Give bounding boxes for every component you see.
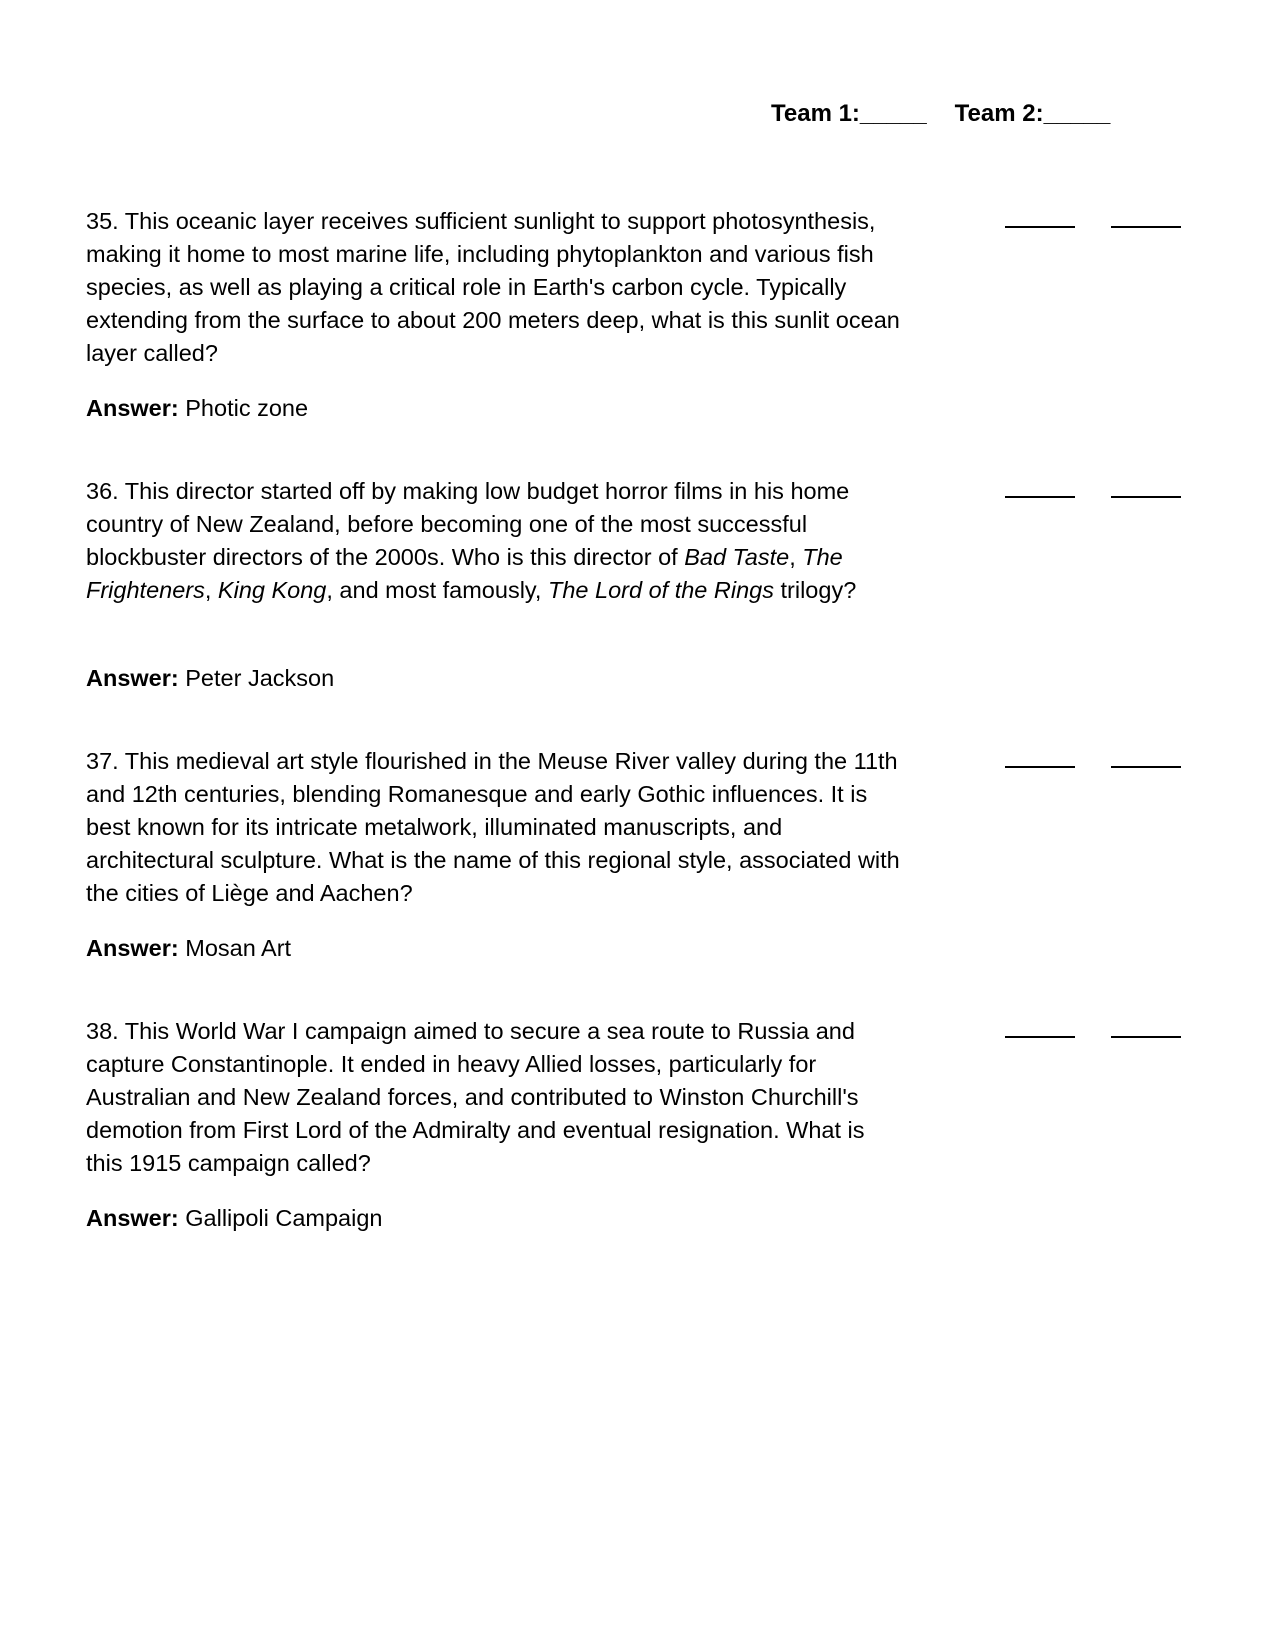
- team1-label: Team 1:_____: [771, 100, 927, 127]
- question-text: [86, 1015, 906, 1180]
- team-score-header: [771, 100, 1110, 128]
- answer-label: Answer:: [86, 665, 179, 691]
- team1-score-blank: [1005, 1036, 1075, 1038]
- question-text: [86, 475, 906, 607]
- question-title-italic: The Frighteners: [86, 544, 843, 603]
- question-text-segment: ,: [789, 544, 803, 570]
- question-block: [86, 1015, 906, 1231]
- team2-score-blank: [1111, 1036, 1181, 1038]
- question-number: 36.: [86, 478, 119, 504]
- question-text-segment: This medieval art style flourished in the Meuse River valley during the 11th and 12th centuries, blending Romanesque and early Gothic influences. It is best known for its intricate metalwork, illuminated manuscripts, and architectural sculpture. What is the name of this regional style, associated with the cities of Liège and Aachen?: [86, 748, 900, 906]
- answer-value: Mosan Art: [185, 935, 292, 961]
- answer-value: Peter Jackson: [185, 665, 335, 691]
- question-block: [86, 205, 906, 421]
- question-text: [86, 745, 906, 910]
- answer-line: [86, 662, 334, 695]
- answer-line: [86, 1202, 383, 1235]
- team2-score-blank: [1111, 226, 1181, 228]
- answer-value: Photic zone: [185, 395, 309, 421]
- question-title-italic: King Kong: [217, 577, 327, 603]
- answer-label: Answer:: [86, 1205, 179, 1231]
- question-number: 37.: [86, 748, 119, 774]
- team2-score-blank: [1111, 766, 1181, 768]
- answer-label: Answer:: [86, 935, 179, 961]
- question-text: [86, 205, 906, 370]
- answer-value: Gallipoli Campaign: [185, 1205, 383, 1231]
- question-number: 35.: [86, 208, 119, 234]
- question-block: [86, 745, 906, 961]
- question-text-segment: trilogy?: [773, 577, 857, 603]
- question-text-segment: This director started off by making low budget horror films in his home country of New Zealand, before becoming one of the most successful blockbuster directors of the 2000s. Who is this director of: [86, 478, 850, 570]
- question-text-segment: This World War I campaign aimed to secure a sea route to Russia and capture Constantinople. It ended in heavy Allied losses, particularly for Australian and New Zealand forces, and contributed to Winston Churchill's demotion from First Lord of the Admiralty and eventual resignation. What is this 1915 campaign called?: [86, 1018, 865, 1176]
- answer-line: [86, 392, 308, 425]
- question-text-segment: This oceanic layer receives sufficient sunlight to support photosynthesis, making it home to most marine life, including phytoplankton and various fish species, as well as playing a critical role in Earth's carbon cycle. Typically extending from the surface to about 200 meters deep, what is this sunlit ocean layer called?: [86, 208, 900, 366]
- team1-score-blank: [1005, 496, 1075, 498]
- question-title-italic: Bad Taste: [684, 544, 790, 570]
- question-title-italic: The Lord of the Rings: [547, 577, 774, 603]
- question-block: [86, 475, 906, 691]
- question-number: 38.: [86, 1018, 119, 1044]
- question-text-segment: ,: [204, 577, 218, 603]
- answer-line: [86, 932, 291, 965]
- team2-score-blank: [1111, 496, 1181, 498]
- team1-score-blank: [1005, 226, 1075, 228]
- question-text-segment: , and most famously,: [326, 577, 548, 603]
- team1-score-blank: [1005, 766, 1075, 768]
- team2-label: Team 2:_____: [954, 100, 1111, 127]
- answer-label: Answer:: [86, 395, 179, 421]
